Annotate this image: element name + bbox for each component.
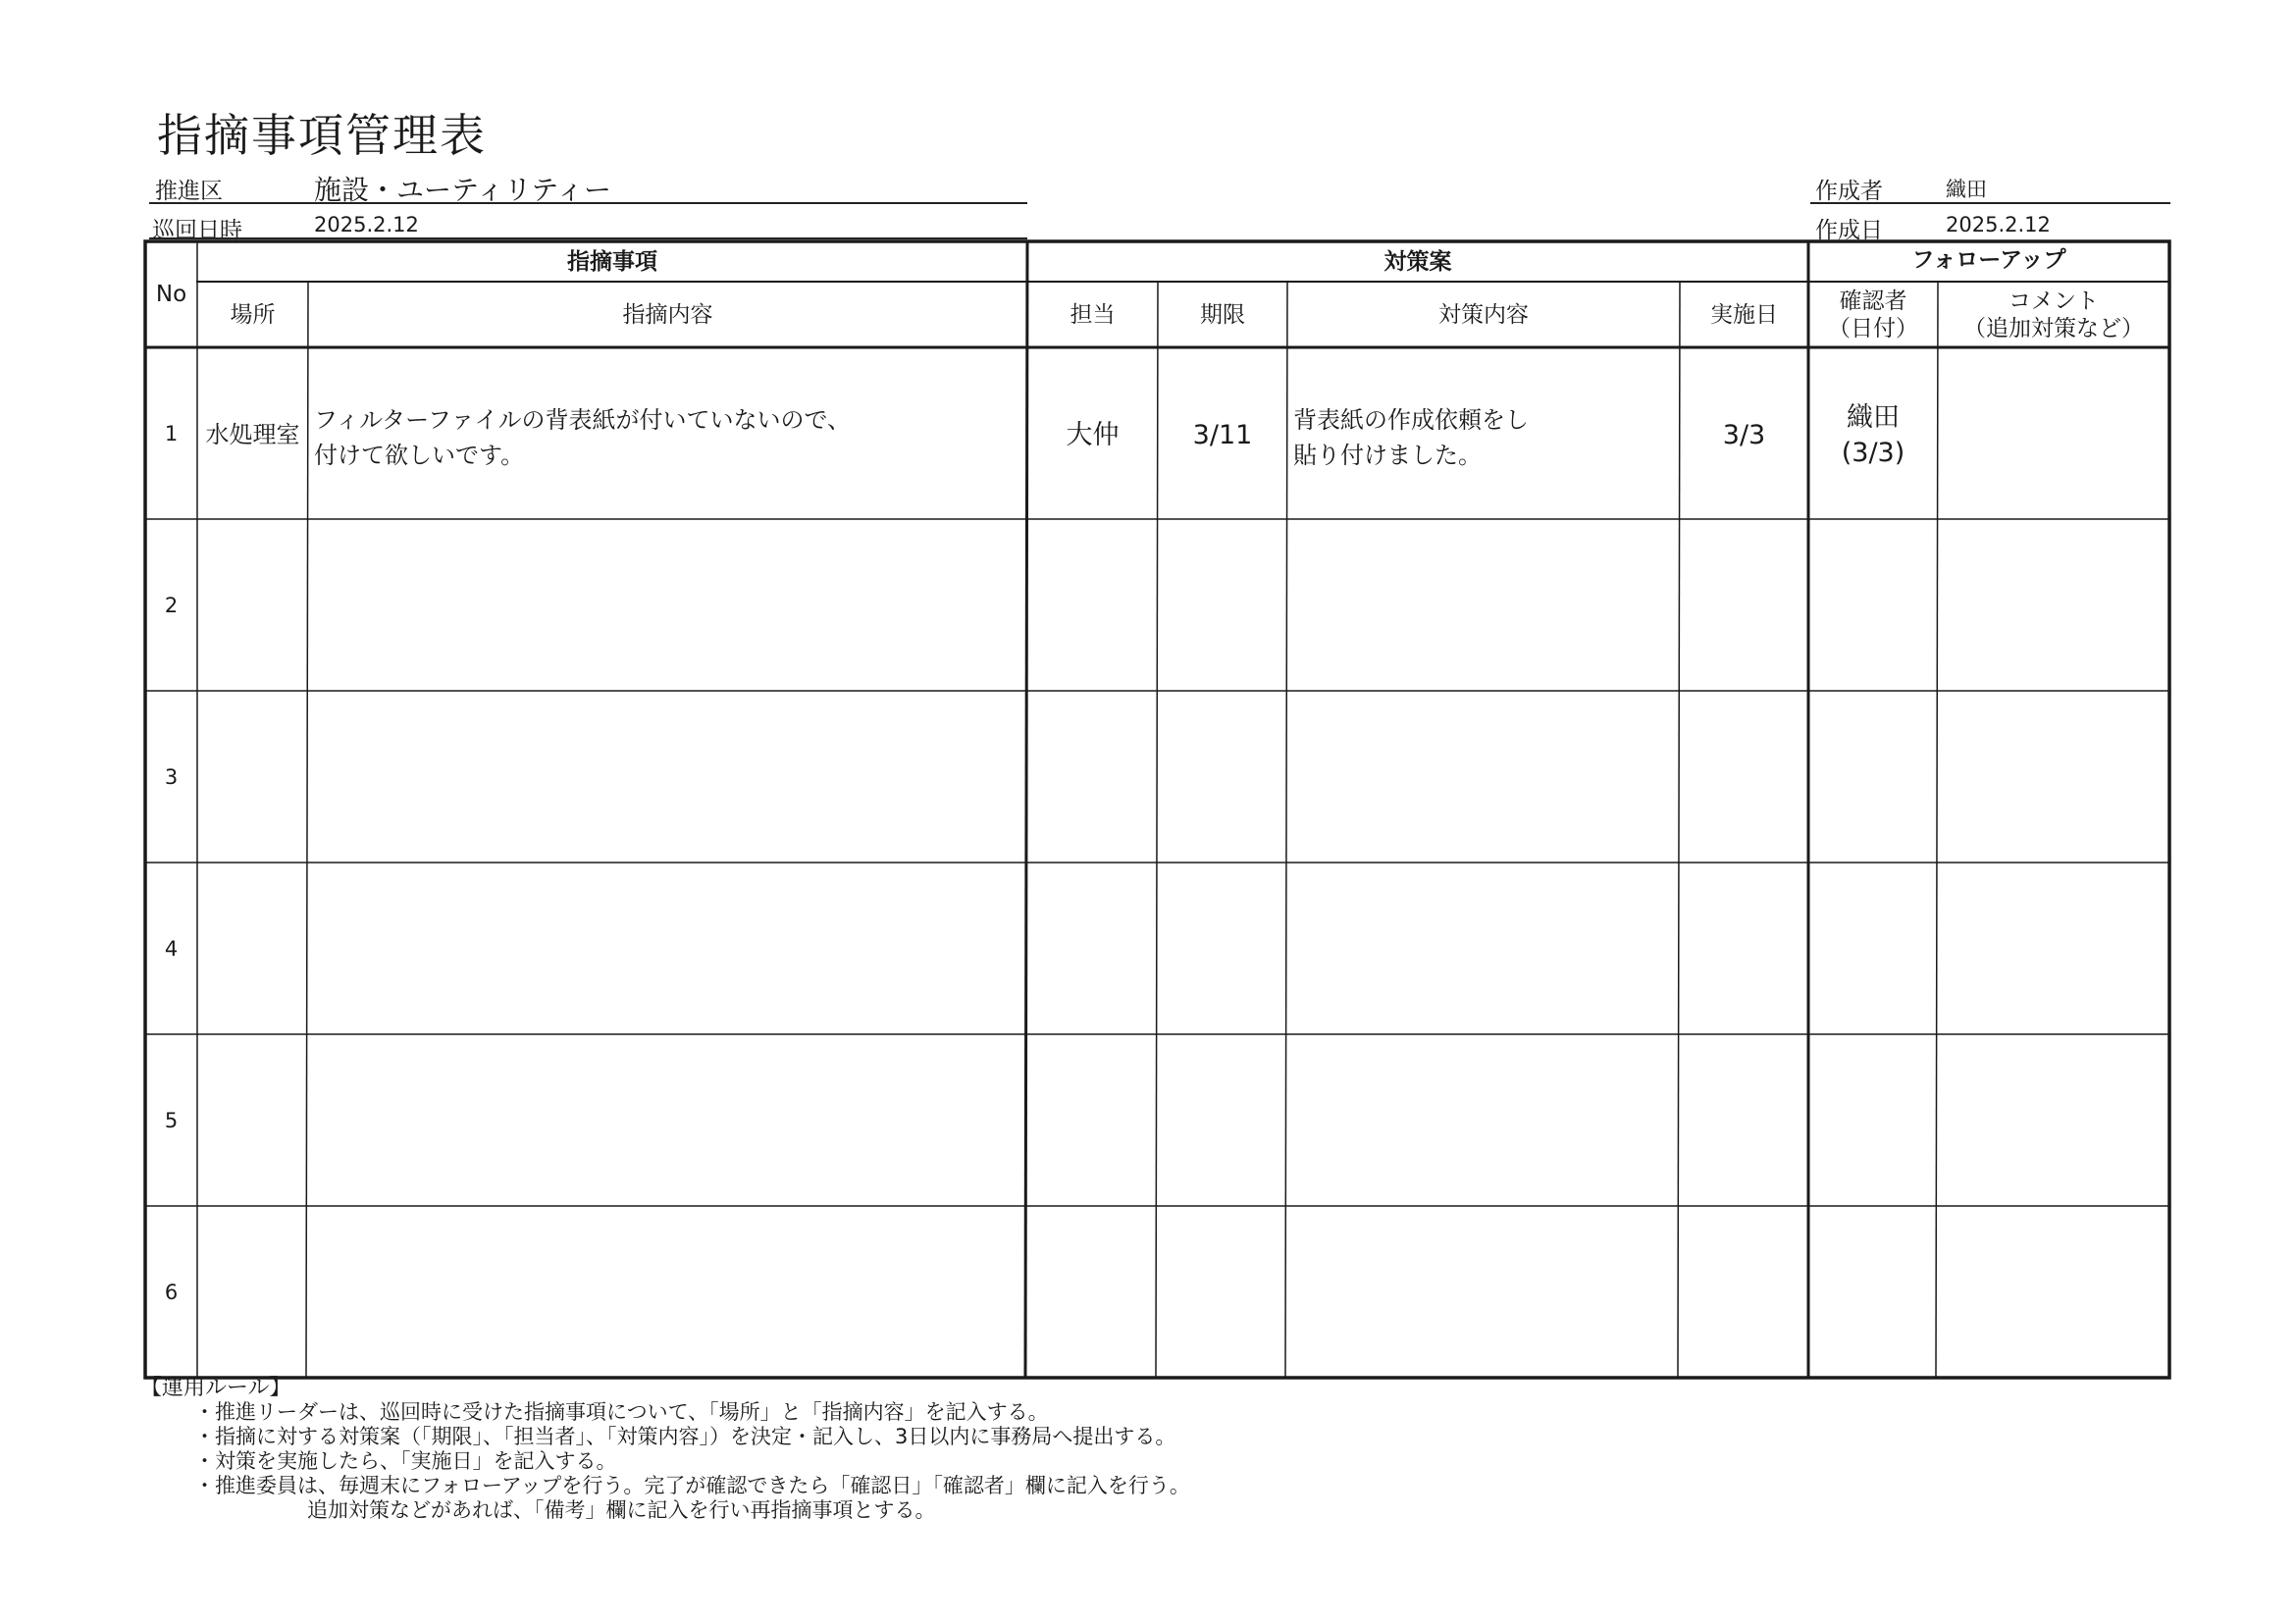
operation-rules [140, 1376, 1190, 1523]
author-underline [1810, 202, 2170, 204]
created-date-label: 作成日 [1815, 218, 1883, 243]
row-number: 2 [164, 594, 179, 617]
row1-measure-line1: 背表紙の作成依頼をし [1293, 406, 1529, 434]
col-header-confirmer-date: （日付） [1828, 316, 1918, 341]
area-underline [149, 202, 1027, 204]
col-header-content: 指摘内容 [622, 302, 713, 328]
rule-item: ・推進リーダーは、巡回時に受けた指摘事項について、「場所」と「指摘内容」を記入する。 [194, 1400, 1049, 1424]
patrol-underline [149, 237, 1027, 239]
col-header-comment-sub: （追加対策など） [1963, 316, 2144, 341]
rule-item-continuation: 追加対策などがあれば、「備考」欄に記入を行い再指摘事項とする。 [307, 1498, 936, 1522]
row1-content-line2: 付けて欲しいです。 [314, 442, 525, 469]
row1-measure-line2: 貼り付けました。 [1293, 442, 1482, 469]
col-header-comment: コメント [2009, 288, 2099, 314]
col-header-deadline: 期限 [1200, 302, 1245, 328]
col-header-no: No [155, 282, 187, 307]
page-title: 指摘事項管理表 [157, 109, 487, 162]
row-number: 4 [164, 937, 179, 961]
created-date-value: 2025.2.12 [1946, 213, 2051, 236]
row-number: 5 [164, 1109, 179, 1132]
col-header-person: 担当 [1070, 302, 1116, 328]
row1-confirmer-date: (3/3) [1841, 438, 1905, 468]
row-number: 3 [164, 765, 179, 789]
row1-place: 水処理室 [205, 421, 300, 448]
area-label: 推進区 [155, 179, 223, 204]
author-label: 作成者 [1815, 179, 1883, 204]
col-header-done-date: 実施日 [1710, 302, 1778, 328]
row1-done-date: 3/3 [1722, 420, 1766, 450]
row1-content-line1: フィルターファイルの背表紙が付いていないので、 [314, 406, 851, 434]
col-header-confirmer: 確認者 [1839, 288, 1907, 314]
group-header-measures: 対策案 [1383, 249, 1452, 275]
group-header-followup: フォローアップ [1911, 247, 2066, 273]
row1-person: 大仲 [1066, 420, 1120, 450]
row-number: 6 [164, 1281, 179, 1304]
rule-item: ・指摘に対する対策案（「期限」、「担当者」、「対策内容」）を決定・記入し、3日以内に事務局へ提出する。 [194, 1425, 1176, 1448]
col-header-measure: 対策内容 [1438, 302, 1529, 328]
patrol-date-value: 2025.2.12 [314, 213, 419, 236]
area-value: 施設・ユーティリティー [314, 174, 611, 206]
row1-confirmer: 織田 [1847, 402, 1900, 433]
patrol-date-label: 巡回日時 [152, 218, 242, 243]
col-header-place: 場所 [230, 302, 276, 328]
row1-deadline: 3/11 [1192, 420, 1253, 450]
row-number: 1 [164, 422, 179, 445]
rule-item: ・対策を実施したら、「実施日」を記入する。 [194, 1449, 617, 1473]
author-value: 織田 [1946, 178, 1987, 201]
rule-item: ・推進委員は、毎週末にフォローアップを行う。完了が確認できたら「確認日」「確認者」欄に記入を行う。 [194, 1474, 1190, 1497]
group-header-findings: 指摘事項 [567, 249, 657, 275]
rules-heading: 【運用ルール】 [140, 1376, 291, 1400]
